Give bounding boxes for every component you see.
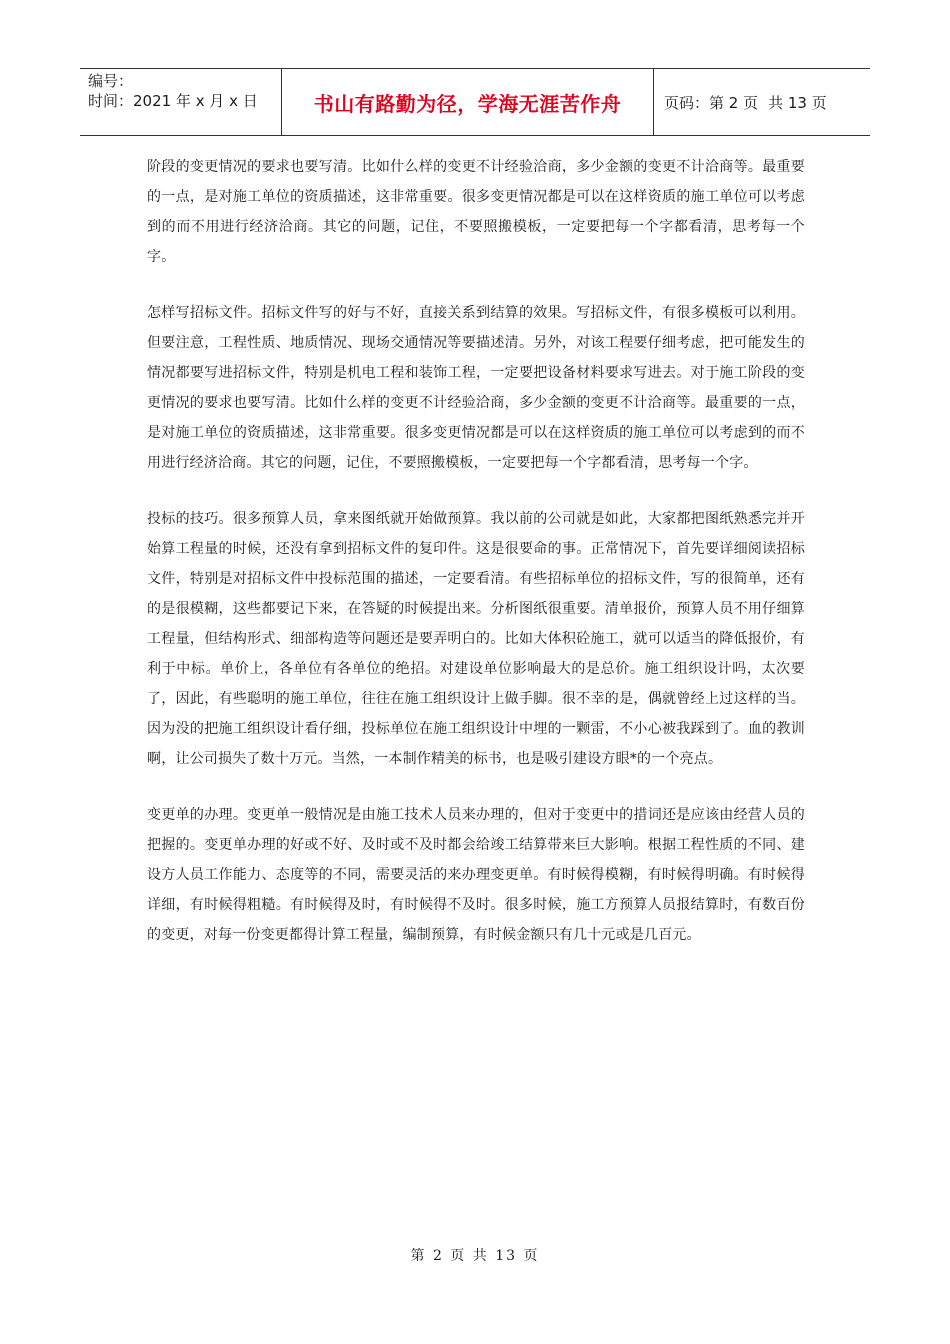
footer-page-number: 第 2 页 共 13 页 <box>410 1248 540 1264</box>
document-body <box>147 152 805 976</box>
document-date-label: 时间：2021 年 x 月 x 日 <box>88 92 258 110</box>
header-motto-cell <box>282 69 654 135</box>
body-paragraph: 怎样写招标文件。招标文件写的好与不好，直接关系到结算的效果。写招标文件，有很多模板可以利用。但要注意，工程性质、地质情况、现场交通情况等要描述清。另外，对该工程要仔细考虑，把可能发生的情况都要写进招标文件，特别是机电工程和装饰工程，一定要把设备材料要求写进去。对于施工阶段的变更情况的要求也要写清。比如什么样的变更不计经验洽商，多少金额的变更不计洽商等。最重要的一点，是对施工单位的资质描述，这非常重要。很多变更情况都是可以在这样资质的施工单位可以考虑到的而不用进行经济洽商。其它的问题，记住，不要照搬模板，一定要把每一个字都看清，思考每一个字。 <box>147 305 805 471</box>
header-page-cell <box>654 69 870 135</box>
document-number-label: 编号： <box>88 72 134 90</box>
body-paragraph: 投标的技巧。很多预算人员，拿来图纸就开始做预算。我以前的公司就是如此，大家都把图纸熟悉完并开始算工程量的时候，还没有拿到招标文件的复印件。这是很要命的事。正常情况下，首先要详细阅读招标文件，特别是对招标文件中投标范围的描述，一定要看清。有些招标单位的招标文件，写的很简单，还有的是很模糊，这些都要记下来，在答疑的时候提出来。分析图纸很重要。清单报价，预算人员不用仔细算工程量，但结构形式、细部构造等问题还是要弄明白的。比如大体积砼施工，就可以适当的降低报价，有利于中标。单价上，各单位有各单位的绝招。对建设单位影响最大的是总价。施工组织设计吗，太次要了，因此，有些聪明的施工单位，往往在施工组织设计上做手脚。很不幸的是，偶就曾经上过这样的当。因为没的把施工组织设计看仔细，投标单位在施工组织设计中埋的一颗雷，不小心被我踩到了。血的教训啊，让公司损失了数十万元。当然，一本制作精美的标书，也是吸引建设方眼*的一个亮点。 <box>147 511 805 767</box>
page-footer <box>0 1245 950 1265</box>
body-paragraph: 变更单的办理。变更单一般情况是由施工技术人员来办理的，但对于变更中的措词还是应该由经营人员的把握的。变更单办理的好或不好、及时或不及时都会给竣工结算带来巨大影响。根据工程性质的不同、建设方人员工作能力、态度等的不同，需要灵活的来办理变更单。有时候得模糊，有时候得明确。有时候得详细，有时候得粗糙。有时候得及时，有时候得不及时。很多时候，施工方预算人员报结算时，有数百份的变更，对每一份变更都得计算工程量，编制预算，有时候金额只有几十元或是几百元。 <box>147 807 805 943</box>
document-header <box>80 68 870 136</box>
body-paragraph: 阶段的变更情况的要求也要写清。比如什么样的变更不计经验洽商，多少金额的变更不计洽商等。最重要的一点，是对施工单位的资质描述，这非常重要。很多变更情况都是可以在这样资质的施工单位可以考虑到的而不用进行经济洽商。其它的问题，记住，不要照搬模板，一定要把每一个字都看清，思考每一个字。 <box>147 159 805 265</box>
header-motto: 书山有路勤为径，学海无涯苦作舟 <box>313 91 622 116</box>
header-page-label: 页码：第 2 页 <box>664 93 759 112</box>
header-info-cell <box>80 69 282 135</box>
header-total-label: 共 13 页 <box>768 93 827 112</box>
